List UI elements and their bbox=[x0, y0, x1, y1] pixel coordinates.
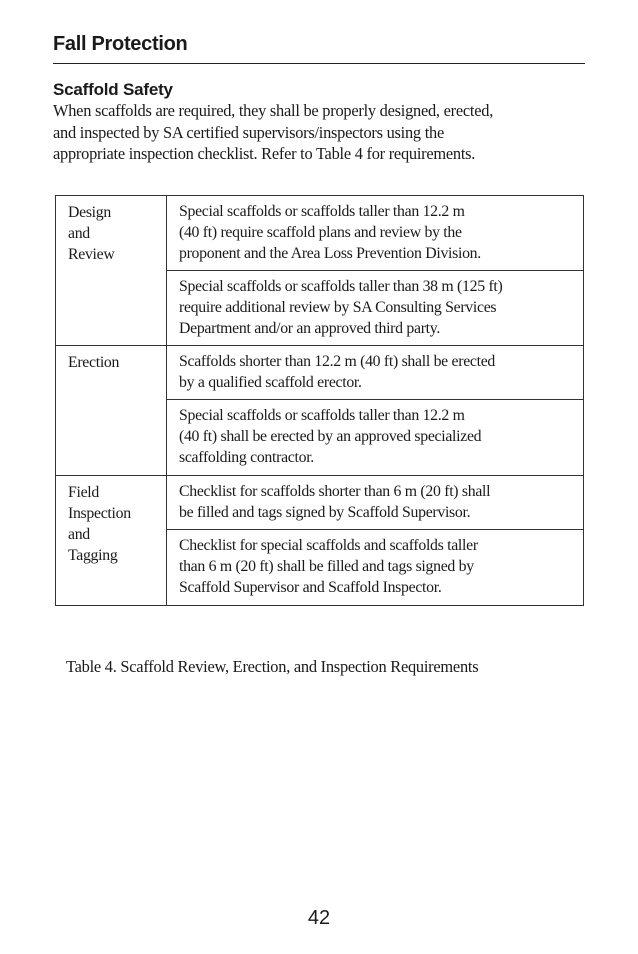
requirement-line: be filled and tags signed by Scaffold Supervisor. bbox=[179, 504, 471, 521]
requirement-line: require additional review by SA Consulting Services bbox=[179, 299, 497, 316]
header-divider bbox=[53, 63, 585, 64]
page-number: 42 bbox=[307, 907, 331, 929]
section-title: Fall Protection bbox=[53, 33, 188, 55]
category-line: Inspection bbox=[68, 505, 131, 522]
requirement-line: than 6 m (20 ft) shall be filled and tags signed by bbox=[179, 558, 474, 575]
requirement-cell bbox=[167, 400, 584, 476]
intro-line: and inspected by SA certified supervisors/inspectors using the bbox=[53, 122, 445, 142]
category-line: Tagging bbox=[68, 547, 118, 564]
requirement-line: Checklist for special scaffolds and scaffolds taller bbox=[179, 537, 478, 554]
category-line: and bbox=[68, 526, 90, 543]
requirement-line: Checklist for scaffolds shorter than 6 m (20 ft) shall bbox=[179, 483, 491, 500]
requirement-line: Special scaffolds or scaffolds taller than 12.2 m bbox=[179, 407, 465, 424]
requirement-line: Scaffold Supervisor and Scaffold Inspector. bbox=[179, 579, 442, 596]
requirement-cell bbox=[167, 476, 584, 530]
requirement-cell bbox=[167, 346, 584, 400]
category-cell bbox=[56, 196, 167, 346]
requirement-line: Scaffolds shorter than 12.2 m (40 ft) shall be erected bbox=[179, 353, 496, 370]
category-line: Erection bbox=[68, 354, 120, 371]
category-cell bbox=[56, 346, 167, 476]
requirement-line: Special scaffolds or scaffolds taller than 38 m (125 ft) bbox=[179, 278, 503, 295]
category-line: Field bbox=[68, 484, 99, 501]
requirements-table bbox=[55, 195, 584, 606]
requirement-cell bbox=[167, 271, 584, 346]
requirement-line: (40 ft) shall be erected by an approved specialized bbox=[179, 428, 482, 445]
table-caption: Table 4. Scaffold Review, Erection, and Inspection Requirements bbox=[66, 657, 479, 676]
requirement-cell bbox=[167, 530, 584, 606]
document-page bbox=[53, 0, 585, 954]
intro-line: appropriate inspection checklist. Refer to Table 4 for requirements. bbox=[53, 144, 476, 163]
category-line: Design bbox=[68, 204, 111, 221]
requirement-line: by a qualified scaffold erector. bbox=[179, 374, 362, 391]
category-cell bbox=[56, 476, 167, 606]
requirement-line: (40 ft) require scaffold plans and review by the bbox=[179, 224, 462, 241]
requirement-line: Special scaffolds or scaffolds taller than 12.2 m bbox=[179, 203, 465, 220]
requirement-line: scaffolding contractor. bbox=[179, 449, 314, 466]
subsection-title: Scaffold Safety bbox=[53, 80, 173, 99]
requirement-line: proponent and the Area Loss Prevention Division. bbox=[179, 245, 481, 262]
category-line: and bbox=[68, 225, 90, 242]
intro-paragraph bbox=[53, 100, 585, 165]
table-row bbox=[56, 196, 584, 271]
requirement-cell bbox=[167, 196, 584, 271]
intro-line: When scaffolds are required, they shall be properly designed, erected, bbox=[53, 101, 494, 120]
requirement-line: Department and/or an approved third party. bbox=[179, 320, 440, 337]
category-line: Review bbox=[68, 246, 115, 263]
table-row bbox=[56, 476, 584, 530]
table-row bbox=[56, 346, 584, 400]
